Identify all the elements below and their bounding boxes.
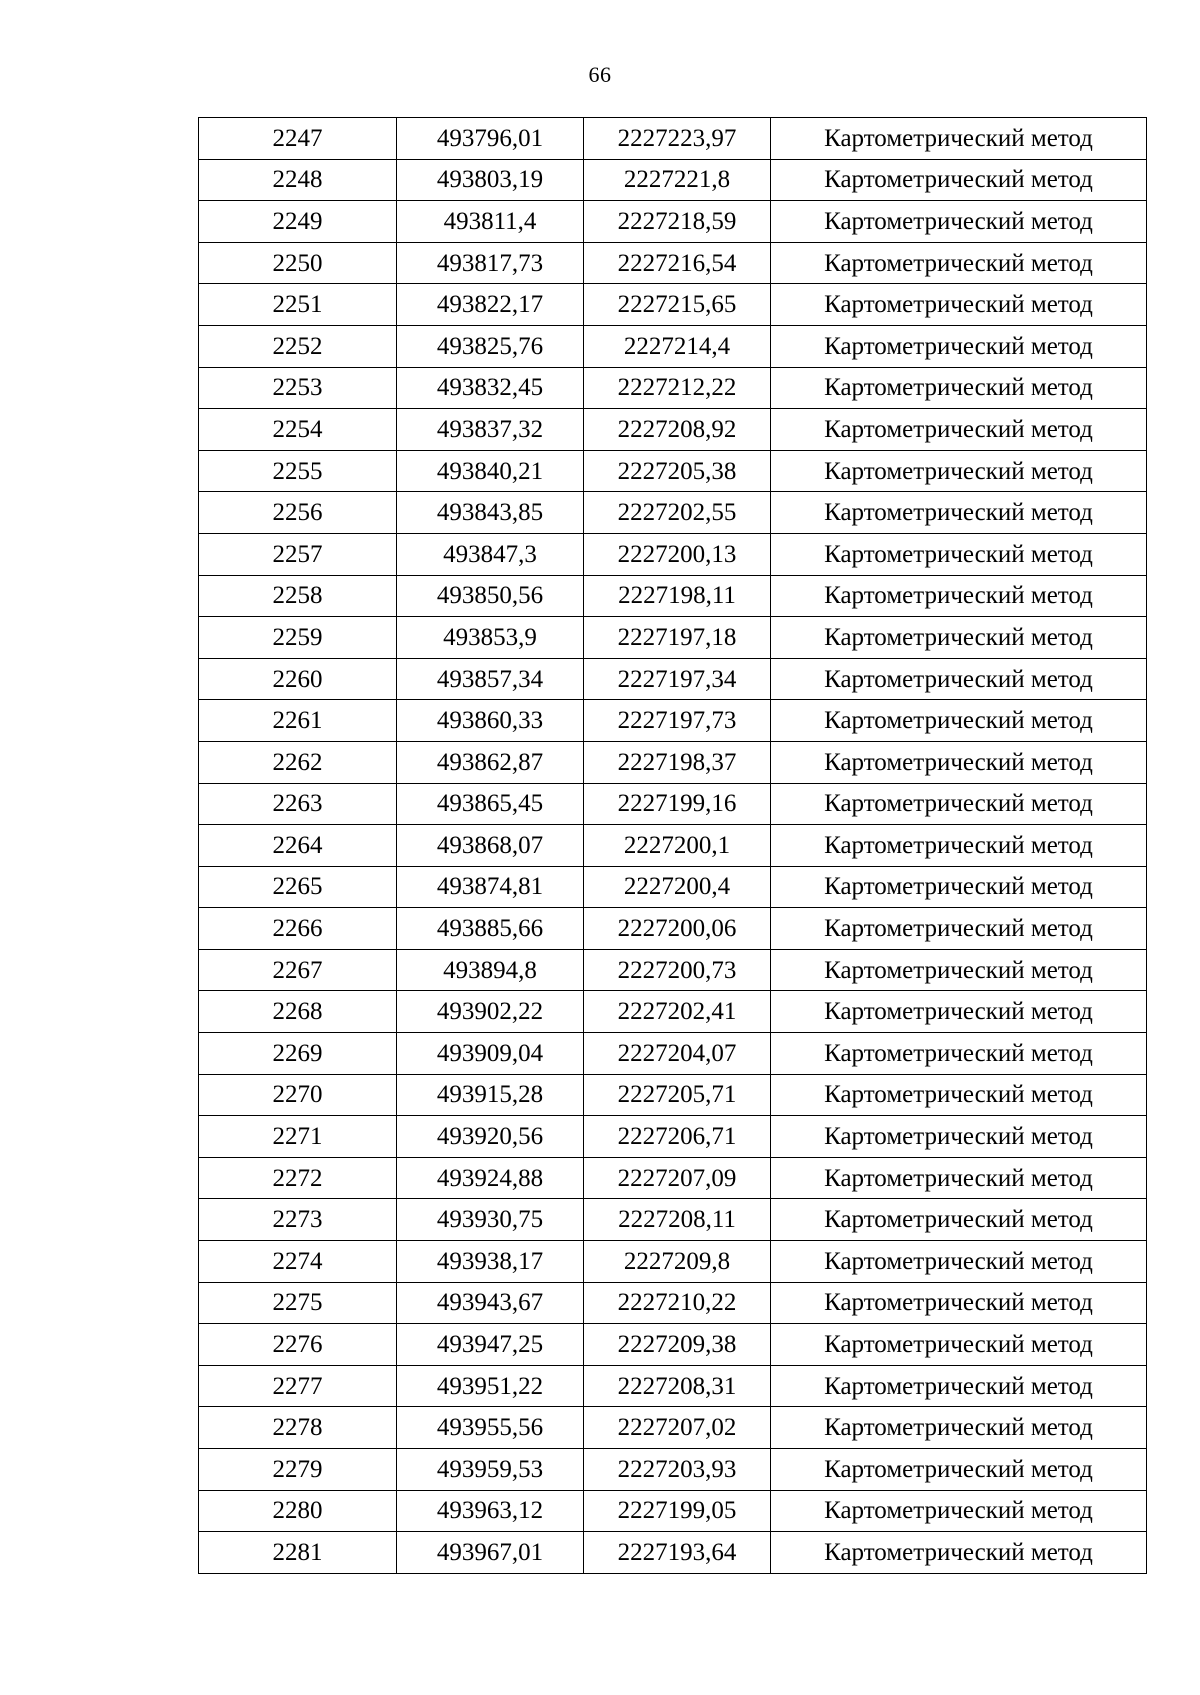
table-row — [199, 1074, 1147, 1116]
table-row — [199, 1157, 1147, 1199]
table-row — [199, 575, 1147, 617]
point-number-cell: 2268 — [199, 991, 397, 1033]
point-number-cell: 2252 — [199, 325, 397, 367]
y-coordinate-cell: 2227208,92 — [584, 409, 771, 451]
method-cell: Картометрический метод — [771, 1532, 1147, 1574]
x-coordinate-cell: 493822,17 — [397, 284, 584, 326]
x-coordinate-cell: 493860,33 — [397, 700, 584, 742]
table-row — [199, 492, 1147, 534]
x-coordinate-cell: 493947,25 — [397, 1324, 584, 1366]
point-number-cell: 2248 — [199, 159, 397, 201]
table-row — [199, 201, 1147, 243]
method-cell: Картометрический метод — [771, 1241, 1147, 1283]
y-coordinate-cell: 2227204,07 — [584, 1033, 771, 1075]
point-number-cell: 2254 — [199, 409, 397, 451]
method-cell: Картометрический метод — [771, 1074, 1147, 1116]
method-cell: Картометрический метод — [771, 367, 1147, 409]
table-row — [199, 1449, 1147, 1491]
table-row — [199, 991, 1147, 1033]
x-coordinate-cell: 493951,22 — [397, 1365, 584, 1407]
point-number-cell: 2255 — [199, 450, 397, 492]
y-coordinate-cell: 2227205,38 — [584, 450, 771, 492]
method-cell: Картометрический метод — [771, 658, 1147, 700]
x-coordinate-cell: 493902,22 — [397, 991, 584, 1033]
method-cell: Картометрический метод — [771, 1449, 1147, 1491]
y-coordinate-cell: 2227212,22 — [584, 367, 771, 409]
x-coordinate-cell: 493868,07 — [397, 825, 584, 867]
point-number-cell: 2266 — [199, 908, 397, 950]
method-cell: Картометрический метод — [771, 908, 1147, 950]
x-coordinate-cell: 493865,45 — [397, 783, 584, 825]
x-coordinate-cell: 493874,81 — [397, 866, 584, 908]
point-number-cell: 2265 — [199, 866, 397, 908]
y-coordinate-cell: 2227221,8 — [584, 159, 771, 201]
table-row — [199, 617, 1147, 659]
y-coordinate-cell: 2227199,05 — [584, 1490, 771, 1532]
method-cell: Картометрический метод — [771, 1407, 1147, 1449]
method-cell: Картометрический метод — [771, 1116, 1147, 1158]
y-coordinate-cell: 2227223,97 — [584, 118, 771, 160]
table-row — [199, 783, 1147, 825]
point-number-cell: 2277 — [199, 1365, 397, 1407]
point-number-cell: 2262 — [199, 741, 397, 783]
x-coordinate-cell: 493837,32 — [397, 409, 584, 451]
x-coordinate-cell: 493840,21 — [397, 450, 584, 492]
x-coordinate-cell: 493817,73 — [397, 242, 584, 284]
x-coordinate-cell: 493862,87 — [397, 741, 584, 783]
method-cell: Картометрический метод — [771, 783, 1147, 825]
point-number-cell: 2260 — [199, 658, 397, 700]
x-coordinate-cell: 493955,56 — [397, 1407, 584, 1449]
x-coordinate-cell: 493832,45 — [397, 367, 584, 409]
table-row — [199, 367, 1147, 409]
point-number-cell: 2275 — [199, 1282, 397, 1324]
method-cell: Картометрический метод — [771, 866, 1147, 908]
table-row — [199, 159, 1147, 201]
x-coordinate-cell: 493796,01 — [397, 118, 584, 160]
method-cell: Картометрический метод — [771, 617, 1147, 659]
method-cell: Картометрический метод — [771, 492, 1147, 534]
method-cell: Картометрический метод — [771, 1282, 1147, 1324]
point-number-cell: 2269 — [199, 1033, 397, 1075]
x-coordinate-cell: 493857,34 — [397, 658, 584, 700]
x-coordinate-cell: 493885,66 — [397, 908, 584, 950]
x-coordinate-cell: 493924,88 — [397, 1157, 584, 1199]
y-coordinate-cell: 2227200,4 — [584, 866, 771, 908]
point-number-cell: 2253 — [199, 367, 397, 409]
method-cell: Картометрический метод — [771, 159, 1147, 201]
point-number-cell: 2264 — [199, 825, 397, 867]
x-coordinate-cell: 493967,01 — [397, 1532, 584, 1574]
y-coordinate-cell: 2227207,02 — [584, 1407, 771, 1449]
method-cell: Картометрический метод — [771, 1490, 1147, 1532]
method-cell: Картометрический метод — [771, 409, 1147, 451]
method-cell: Картометрический метод — [771, 825, 1147, 867]
x-coordinate-cell: 493847,3 — [397, 533, 584, 575]
y-coordinate-cell: 2227200,73 — [584, 949, 771, 991]
y-coordinate-cell: 2227210,22 — [584, 1282, 771, 1324]
y-coordinate-cell: 2227215,65 — [584, 284, 771, 326]
x-coordinate-cell: 493963,12 — [397, 1490, 584, 1532]
point-number-cell: 2280 — [199, 1490, 397, 1532]
x-coordinate-cell: 493943,67 — [397, 1282, 584, 1324]
x-coordinate-cell: 493811,4 — [397, 201, 584, 243]
table-row — [199, 284, 1147, 326]
y-coordinate-cell: 2227197,73 — [584, 700, 771, 742]
y-coordinate-cell: 2227200,13 — [584, 533, 771, 575]
point-number-cell: 2281 — [199, 1532, 397, 1574]
y-coordinate-cell: 2227202,41 — [584, 991, 771, 1033]
point-number-cell: 2259 — [199, 617, 397, 659]
coordinates-table-body — [199, 118, 1147, 1574]
y-coordinate-cell: 2227218,59 — [584, 201, 771, 243]
point-number-cell: 2251 — [199, 284, 397, 326]
method-cell: Картометрический метод — [771, 1365, 1147, 1407]
table-row — [199, 741, 1147, 783]
point-number-cell: 2258 — [199, 575, 397, 617]
point-number-cell: 2271 — [199, 1116, 397, 1158]
y-coordinate-cell: 2227209,8 — [584, 1241, 771, 1283]
table-row — [199, 825, 1147, 867]
point-number-cell: 2279 — [199, 1449, 397, 1491]
table-row — [199, 1532, 1147, 1574]
point-number-cell: 2256 — [199, 492, 397, 534]
y-coordinate-cell: 2227206,71 — [584, 1116, 771, 1158]
y-coordinate-cell: 2227197,34 — [584, 658, 771, 700]
method-cell: Картометрический метод — [771, 949, 1147, 991]
x-coordinate-cell: 493959,53 — [397, 1449, 584, 1491]
table-row — [199, 908, 1147, 950]
method-cell: Картометрический метод — [771, 1157, 1147, 1199]
y-coordinate-cell: 2227193,64 — [584, 1532, 771, 1574]
table-row — [199, 1199, 1147, 1241]
point-number-cell: 2278 — [199, 1407, 397, 1449]
x-coordinate-cell: 493938,17 — [397, 1241, 584, 1283]
table-row — [199, 1033, 1147, 1075]
table-row — [199, 118, 1147, 160]
x-coordinate-cell: 493930,75 — [397, 1199, 584, 1241]
table-row — [199, 533, 1147, 575]
y-coordinate-cell: 2227214,4 — [584, 325, 771, 367]
y-coordinate-cell: 2227198,11 — [584, 575, 771, 617]
y-coordinate-cell: 2227208,31 — [584, 1365, 771, 1407]
y-coordinate-cell: 2227199,16 — [584, 783, 771, 825]
method-cell: Картометрический метод — [771, 242, 1147, 284]
method-cell: Картометрический метод — [771, 201, 1147, 243]
y-coordinate-cell: 2227216,54 — [584, 242, 771, 284]
table-row — [199, 658, 1147, 700]
point-number-cell: 2274 — [199, 1241, 397, 1283]
table-row — [199, 1241, 1147, 1283]
y-coordinate-cell: 2227202,55 — [584, 492, 771, 534]
point-number-cell: 2250 — [199, 242, 397, 284]
table-row — [199, 866, 1147, 908]
method-cell: Картометрический метод — [771, 575, 1147, 617]
table-row — [199, 409, 1147, 451]
y-coordinate-cell: 2227197,18 — [584, 617, 771, 659]
method-cell: Картометрический метод — [771, 450, 1147, 492]
x-coordinate-cell: 493853,9 — [397, 617, 584, 659]
y-coordinate-cell: 2227203,93 — [584, 1449, 771, 1491]
point-number-cell: 2270 — [199, 1074, 397, 1116]
method-cell: Картометрический метод — [771, 741, 1147, 783]
x-coordinate-cell: 493803,19 — [397, 159, 584, 201]
table-row — [199, 949, 1147, 991]
table-row — [199, 1282, 1147, 1324]
x-coordinate-cell: 493920,56 — [397, 1116, 584, 1158]
point-number-cell: 2261 — [199, 700, 397, 742]
method-cell: Картометрический метод — [771, 325, 1147, 367]
page-number: 66 — [588, 62, 612, 87]
coordinates-table — [198, 117, 1147, 1574]
table-row — [199, 325, 1147, 367]
x-coordinate-cell: 493894,8 — [397, 949, 584, 991]
y-coordinate-cell: 2227209,38 — [584, 1324, 771, 1366]
x-coordinate-cell: 493909,04 — [397, 1033, 584, 1075]
table-row — [199, 1490, 1147, 1532]
y-coordinate-cell: 2227205,71 — [584, 1074, 771, 1116]
point-number-cell: 2267 — [199, 949, 397, 991]
point-number-cell: 2257 — [199, 533, 397, 575]
point-number-cell: 2247 — [199, 118, 397, 160]
table-row — [199, 242, 1147, 284]
table-row — [199, 700, 1147, 742]
point-number-cell: 2276 — [199, 1324, 397, 1366]
method-cell: Картометрический метод — [771, 1199, 1147, 1241]
x-coordinate-cell: 493915,28 — [397, 1074, 584, 1116]
table-row — [199, 1407, 1147, 1449]
table-row — [199, 1365, 1147, 1407]
y-coordinate-cell: 2227200,06 — [584, 908, 771, 950]
y-coordinate-cell: 2227200,1 — [584, 825, 771, 867]
method-cell: Картометрический метод — [771, 533, 1147, 575]
x-coordinate-cell: 493850,56 — [397, 575, 584, 617]
method-cell: Картометрический метод — [771, 700, 1147, 742]
y-coordinate-cell: 2227207,09 — [584, 1157, 771, 1199]
table-row — [199, 450, 1147, 492]
table-row — [199, 1324, 1147, 1366]
point-number-cell: 2249 — [199, 201, 397, 243]
point-number-cell: 2273 — [199, 1199, 397, 1241]
y-coordinate-cell: 2227198,37 — [584, 741, 771, 783]
method-cell: Картометрический метод — [771, 118, 1147, 160]
table-row — [199, 1116, 1147, 1158]
method-cell: Картометрический метод — [771, 284, 1147, 326]
method-cell: Картометрический метод — [771, 1033, 1147, 1075]
point-number-cell: 2272 — [199, 1157, 397, 1199]
method-cell: Картометрический метод — [771, 1324, 1147, 1366]
method-cell: Картометрический метод — [771, 991, 1147, 1033]
x-coordinate-cell: 493825,76 — [397, 325, 584, 367]
x-coordinate-cell: 493843,85 — [397, 492, 584, 534]
y-coordinate-cell: 2227208,11 — [584, 1199, 771, 1241]
point-number-cell: 2263 — [199, 783, 397, 825]
